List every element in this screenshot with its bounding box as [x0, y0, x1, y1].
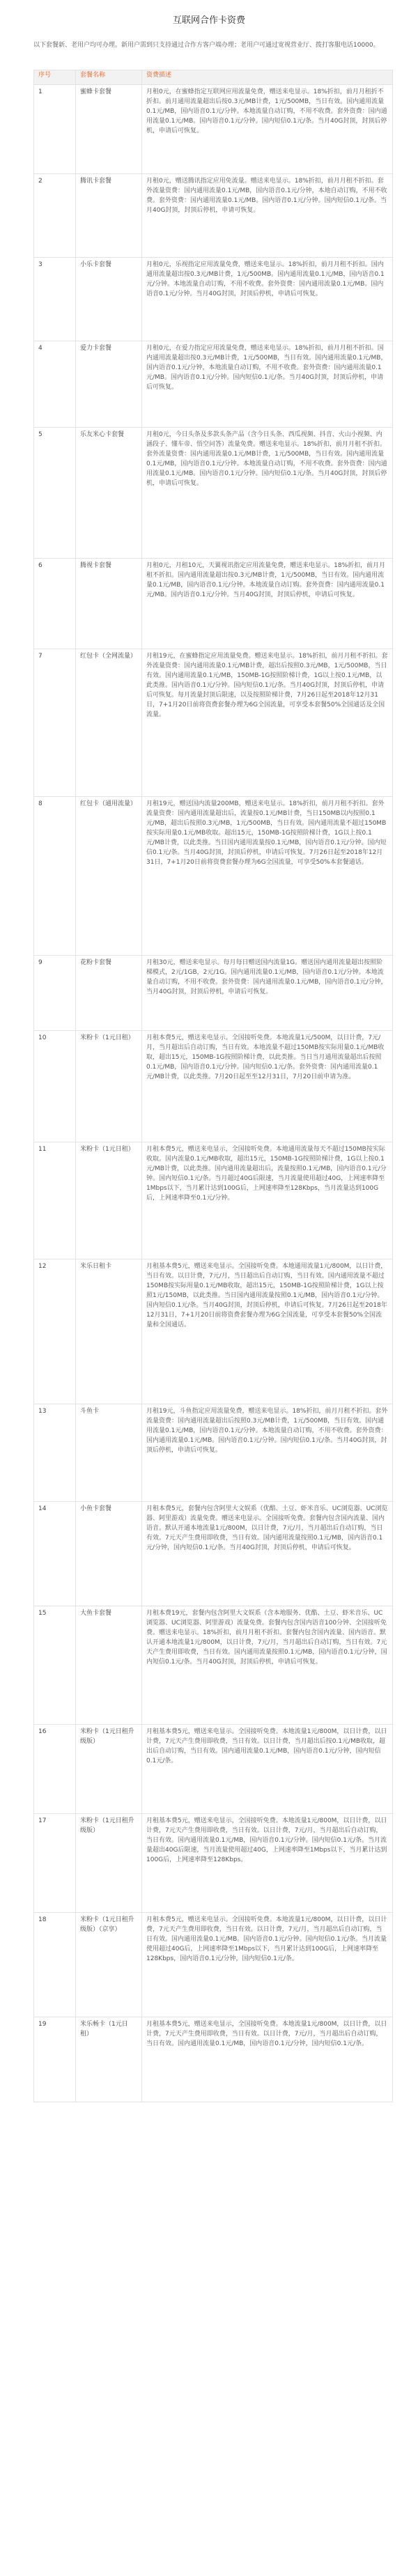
- table-row: [34, 1725, 393, 1814]
- row-number: 12: [34, 1259, 76, 1404]
- row-plan-name: 米粉卡（1元日租升级版）: [76, 1725, 142, 1814]
- table-header-row: [34, 70, 393, 85]
- row-description: 月租基本费5元，赠送来电显示，全国接听免费。本地流量1元/800M，以日计费，以日计费，7元天产生费用即收费，当日有效。以日计费，7元/月，当月超出后自动订购，当日有效。国内通用流量0.1元/MB，国内语音0.1元/分钟，国内短信0.1元/条。: [142, 2017, 393, 2102]
- row-number: 6: [34, 559, 76, 649]
- row-description: 月租0元，在爱力指定应用流量免费，赠送来电显示。18%折扣，前月月租不折扣。国内通用流量超出按0.3元/MB计费，1元/500MB，当日有效。国内通用流量0.1元/MB，国内语音0.1元/分钟，本地流量自动订购，不用不收费。套外资费：国内通用流量0.1元/MB。国内语音0.1元/分钟。国内短信0.1元/条。当月40G封顶，封顶后停机，申请后可恢复。: [142, 341, 393, 428]
- row-plan-name: 腾视卡套餐: [76, 559, 142, 649]
- row-description: 月租基本费5元，赠送来电显示，全国接听免费。本地流量1元/800M，以日计费，以日计费，7元天产生费用即收费，当日有效。以日计费，7元/月，当月超出后自动订购，当日有效。国内通用流量0.1元/MB，国内语音0.1元/分钟。国内短信0.1元/条。当月流量超出40G后限速，当月流量使用超过40G，上网速率降至1Mbps以下，当月累计达到100G后，上网速率降至128Kbps。: [142, 1814, 393, 1913]
- page-title: 互联网合作卡资费: [172, 15, 245, 26]
- table-row: [34, 174, 393, 258]
- header-number: 序号: [34, 70, 76, 85]
- row-plan-name: 大鱼卡套餐: [76, 1606, 142, 1725]
- row-number: 17: [34, 1814, 76, 1913]
- row-plan-name: 小鱼卡套餐: [76, 1502, 142, 1606]
- row-plan-name: 花粉卡套餐: [76, 956, 142, 1031]
- row-number: 16: [34, 1725, 76, 1814]
- row-description: 月租19元，在蜜蜂指定应用流量免费。赠送来电显示。18%折扣，前月月租不折扣。套外流量资费：国内通用流量0.1元/MB计费，超出后按照0.3元/MB，1元/500MB，当日有效。国内通用流量0.1元/MB，150MB-1G按照阶梯计费，1G以上按0.1元/MB，以此类推。国内语音0.1元/分钟。国内短信0.1元/条。当月40G封顶，封顶后停机，申请后可恢复。每月流量封顶后限速，以及按照阶梯计费，7月26日起至2018年12月31日，7+1月20日前将资费套餐办理为6G全国流量，可享受本套餐50%全国通话及全国流量。: [142, 649, 393, 797]
- table-row: [34, 797, 393, 956]
- table-row: [34, 1606, 393, 1725]
- row-number: 11: [34, 1142, 76, 1259]
- table-row: [34, 956, 393, 1031]
- tariff-table: [33, 70, 393, 2102]
- row-description: 月租0元，乐视指定应用流量免费，赠送来电显示。18%折扣，前月月租不折扣。国内通用流量超出按0.3元/MB计费，1元/500MB。国内通用流量0.1元/MB，国内语音0.1元/分钟。本地流量自动订购，不用不收费。套外资费：国内通用流量0.1元/MB。国内语音0.1元/分钟。当月40G封顶，封顶后停机，申请后可恢复。: [142, 258, 393, 341]
- table-row: [34, 1404, 393, 1502]
- row-description: 月租0元，今日头条及多款头条产品（含今日头条、西瓜视频、抖音、火山小视频、内涵段子、懂车帝、悟空问答）流量免费。赠送来电显示。18%折扣，前月月租不折扣。套外流量资费：国内通用流量0.1元/MB计费，1元/500MB，当日有效。国内通用流量0.1元/MB，国内语音0.1元/分钟。本地流量自动订购，不用不收费。套外资费：国内通用流量0.1元/MB。国内语音0.1元/分钟。国内短信0.1元/条。当月40G封顶，封顶后停机，申请后可恢复。: [142, 428, 393, 559]
- table-row: [34, 1502, 393, 1606]
- row-description: 月租30元，赠送来电显示。每月每日赠送国内流量1G。赠送国内通用流量超出按照阶梯模式，2元/1GB，2元/1G。国内通用流量0.1元/MB，国内语音0.1元/分钟。本地流量自动订购，不用不收费。套外资费：国内通用流量0.1元/MB，国内语音0.1元/分钟，当月40G封顶，封顶后停机，申请后可恢复。: [142, 956, 393, 1031]
- intro-text: 以下套餐新、老用户均可办理。新用户需到只支持通过合作方客户端办理；老用户可通过宽视营业厅、拨打客服电话10000。: [33, 42, 380, 49]
- table-row: [34, 1259, 393, 1404]
- row-number: 15: [34, 1606, 76, 1725]
- row-number: 3: [34, 258, 76, 341]
- row-plan-name: 米粉卡（1元日租升级版）（京享）: [76, 1913, 142, 2017]
- row-description: 月租基本费5元，赠送来电显示。全国接听免费。本地流量1元/800M，以日计费，以日计费，7元天产生费用即收费，当日有效。以日计费，当月超出后按0.1元/MB收取，超出后自动订购，当日有效。国内通用流量0.1元/MB，国内语音0.1元/分钟，国内短信0.1元/条。: [142, 1725, 393, 1814]
- row-description: 月租本费5元，赠送来电显示，全国接听免费。本地通用流量每天不超过150MB按实际收取。国内流量0.1元/MB收取，超出15元，150MB-1G按照阶梯计费，1G以上按0.1元/MB计费，以此类推。国内通用流量超出后，流量按照0.1元/MB，国内语音0.1元/分钟。国内短信0.1元/条。当月超过40G后限速，当月流量使用超过40G，上网速率降至1Mbps以下，当月累计达到100G后，上网速率降至128Kbps，当月流量达到100G后，上网速率降至0.1元/分钟。: [142, 1142, 393, 1259]
- row-plan-name: 腾讯卡套餐: [76, 174, 142, 258]
- row-description: 月租本费5元，套餐内包含阿里大文娱系（优酷、土豆、虾米音乐、UC浏览器、UC浏览器、阿里游戏）流量免费。赠送来电显示。全国接听免费。套餐内包含国内流量、国内语音。默认开通本地流量1元/800M，以日计费，7元/月，当月超出后自动订购，当日有效。7元天产生费用即收费，当日有效。国内通用流量按照0.1元/MB，国内语音0.1元/分钟，国内短信0.1元/条。当月40G封顶，封顶后停机，申请后可恢复。: [142, 1502, 393, 1606]
- row-description: 月租19元，赠送国内流量200MB，赠送来电显示。18%折扣，前月月租不折扣。套外流量资费：国内通用流量超出后，流量按0.1元/MB计费，当日150MB以内按照0.1元/MB，超出后按照0.3元/MB，1元/500MB，当日有效。国内通用流量不超过150MB按实际用量0.1元/MB收取。超出15元，150MB-1G按照阶梯计费，1G以上按0.1元/MB计费，以此类推。当日国内通用流量按0.1元/MB，国内语音0.1元/分钟。国内短信0.1元/条。当月40G封顶，封顶后停机，申请后可恢复。7月26日起至2018年12月31日，7+1月20日前将资费套餐办理为6G全国流量，可享受50%本套餐通话。: [142, 797, 393, 956]
- table-row: [34, 85, 393, 174]
- row-number: 5: [34, 428, 76, 559]
- table-row: [34, 1142, 393, 1259]
- row-description: 月租19元，斗鱼指定应用流量免费，赠送来电显示。18%折扣，前月月租不折扣。套外流量资费：国内通用流量超出后按照0.3元/MB计费，1元/500MB，当日有效。国内通用流量0.1元/MB，国内语音0.1元/分钟。本地流量自动订购，不用不收费。套外资费：国内通用流量0.1元/MB。国内语音0.1元/分钟。国内短信0.1元/条。当月40G封顶，封顶后停机，申请后可恢复。: [142, 1404, 393, 1502]
- table-row: [34, 428, 393, 559]
- row-description: 月租0元，月租10元，天翼视讯指定应用流量免费，赠送来电显示。18%折扣，前月月租不折扣。国内通用流量超出按0.3元/MB计费，1元/500MB，当日有效。国内通用流量0.1元/MB，国内语音0.1元/分钟。本地流量自动订购。套外资费：国内通用流量0.1元/MB。国内语音0.1元/分钟。当月40G封顶，封顶后停机，申请后可恢复。: [142, 559, 393, 649]
- table-row: [34, 1913, 393, 2017]
- row-number: 9: [34, 956, 76, 1031]
- row-plan-name: 米乐日租卡: [76, 1259, 142, 1404]
- table-row: [34, 559, 393, 649]
- table-row: [34, 341, 393, 428]
- row-description: 月租本费19元，套餐内包含阿里大文娱系（含本地服务、优酷、土豆、虾米音乐、UC浏览器、UC浏览器、阿里游戏）流量免费。套餐内包含国内语音100分钟、全国接听免费。赠送来电显示。18%折扣，前月月租不折扣。套餐内包含国内流量、国内语音。默认开通本地流量1元/800M，以日计费，7元/月，当月超出后自动订购，当日有效。7元天产生费用即收费，当日有效。国内通用流量按照0.1元/MB，国内语音0.1元/分钟，国内短信0.1元/条。当月40G封顶，封顶后停机，申请后可恢复。: [142, 1606, 393, 1725]
- row-plan-name: 米乐畅卡（1元日租）: [76, 2017, 142, 2102]
- row-number: 8: [34, 797, 76, 956]
- row-number: 2: [34, 174, 76, 258]
- row-number: 13: [34, 1404, 76, 1502]
- row-plan-name: 斗鱼卡: [76, 1404, 142, 1502]
- row-plan-name: 红包卡（全网流量）: [76, 649, 142, 797]
- row-number: 7: [34, 649, 76, 797]
- row-plan-name: 米粉卡（1元日租）: [76, 1142, 142, 1259]
- row-number: 14: [34, 1502, 76, 1606]
- table-row: [34, 1814, 393, 1913]
- header-description: 资费描述: [142, 70, 393, 85]
- table-row: [34, 649, 393, 797]
- row-description: 月租本费5元，赠送来电显示。全国接听免费。本地流量1元/800M，以日计费，以日计费，7元天产生费用即收费，当日有效。以日计费，7元/月，当月超出后自动订购，当日有效。国内通用流量0.1元/MB。国内语音0.1元/分钟。国内短信0.1元/条。当月流量使用超过40G后，上网速率降至1Mbps以下，当月累计达到100G后，上网速率降至128Kbps，国内语音0.1元/分钟，国内短信0.1元/条。: [142, 1913, 393, 2017]
- row-plan-name: 米粉卡（1元日租升级版）: [76, 1814, 142, 1913]
- row-number: 4: [34, 341, 76, 428]
- row-number: 18: [34, 1913, 76, 2017]
- header-plan-name: 套餐名称: [76, 70, 142, 85]
- row-number: 1: [34, 85, 76, 174]
- table-row: [34, 258, 393, 341]
- row-plan-name: 米粉卡（1元日租）: [76, 1031, 142, 1142]
- row-description: 月租基本费5元，赠送来电显示。全国接听免费。本地通用流量1元/800M，以日计费，当日有效。以日计费，7元/月，当日超出后自动订购，当日有效。国内通用流量不超过150MB按实际用量0.1元/MB收取，超出15元，150MB-1G按照阶梯计费，1G以上按照1元/150MB，以此类推。当日国内通用流量按照0.1元/MB，国内语音0.1元/分钟。国内短信0.1元/条。当月40G封顶，封顶后停机，申请后可恢复。7月26日起至2018年12月31日，7+1月20日前将资费套餐办理为6G全国流量，可享受本套餐50%全国流量和全国通话。: [142, 1259, 393, 1404]
- row-description: 月租0元，在蜜蜂指定互联网应用流量免费，赠送来电显示。18%折扣，前月月租折不折扣。前月通用流量超出后按0.3元/MB计费，1元/500MB，当日有效。国内通用流量0.1元/MB，国内语音0.1元/分钟。本地流量自动订购，不用不收费。套外资费：国内通用流量0.1元/MB。国内语音0.1元/分钟。国内短信0.1元/条。当月40G封顶，封顶后停机，申请后可恢复。: [142, 85, 393, 174]
- row-number: 10: [34, 1031, 76, 1142]
- row-number: 19: [34, 2017, 76, 2102]
- row-plan-name: 小乐卡套餐: [76, 258, 142, 341]
- row-plan-name: 红包卡（通用流量）: [76, 797, 142, 956]
- row-description: 月租本费5元，赠送来电显示。全国接听免费。本地流量1元/500M，以日计费，7元/月，当月超出后自动订购，当日有效。本地流量不超过150MB按实际用量0.1元/MB收取，超出15元，150MB-1G按照阶梯计费，以此类推。当日当月通用流量超出后按照0.1元/MB，国内语音0.1元/分钟。国内短信0.1元/条。套外资费：国内通用流量0.1元/MB计费，以此类推。7月20日起至至12月31日，7月20日前申请为准。: [142, 1031, 393, 1142]
- table-row: [34, 1031, 393, 1142]
- row-description: 月租0元，赠送腾讯指定应用免流量。赠送来电显示。18%折扣，前月月租不折扣。套外流量资费：国内通用流量0.1元/MB，国内语音0.1元/分钟，本地自动订购，不用不收费。套外资费：国内通用流量0.1元/MB。国内语音0.1元/分钟。国内短信0.1元/条。当月40G封顶，封顶后停机，申请可恢复。: [142, 174, 393, 258]
- row-plan-name: 蜜蜂卡套餐: [76, 85, 142, 174]
- row-plan-name: 乐友米心卡套餐: [76, 428, 142, 559]
- row-plan-name: 爱力卡套餐: [76, 341, 142, 428]
- table-row: [34, 2017, 393, 2102]
